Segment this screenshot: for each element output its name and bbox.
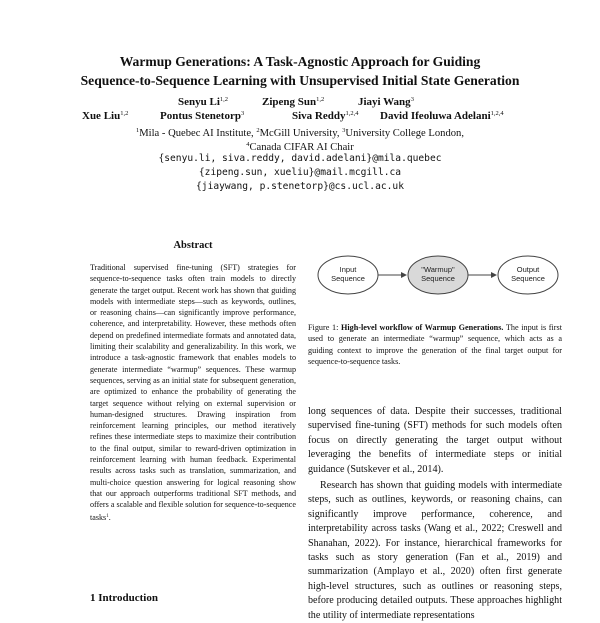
author: Xue Liu$^{1,2}$ <box>82 110 129 122</box>
input-node-label: Sequence <box>331 274 365 283</box>
affiliation-line-1: $^1$Mila - Quebec AI Institute, $^2$McGill University, $^3$University College London, <box>135 127 464 139</box>
author: Jiayi Wang$^3$ <box>358 96 414 108</box>
body-text-right-column <box>308 405 562 623</box>
author: Pontus Stenetorp$^3$ <box>160 110 245 122</box>
footnote-mark: 1 <box>106 513 109 519</box>
paper-title <box>40 52 560 90</box>
body-paragraph: Research has shown that guiding models with intermediate steps, such as outlines, keywords, or reasoning chains, can significantly improve performance, coherence, and interpretability across tasks (Wang et al., 2022; Creswell and Shanahan, 2022). For instance, hierarchical frameworks for tasks such as story generation (Fan et al., 2019) and summarization (Amplayo et al., 2020) often first generate high-level structures, such as outlines or reasoning steps, before producing detailed outputs. These approaches highlight the utility of intermediate representations <box>308 480 562 621</box>
affiliation-line-2: $^4$Canada CIFAR AI Chair <box>246 141 354 153</box>
workflow-figure <box>308 244 570 306</box>
body-paragraph: long sequences of data. Despite their successes, traditional supervised fine-tuning (SFT) methods for such models often focus on directly generating the target output without leveraging the benefits of intermediate steps or initial guidance (Sutskever et al., 2014). <box>308 406 562 475</box>
author: David Ifeoluwa Adelani$^{1,2,4}$ <box>380 110 504 122</box>
email-line: {senyu.li, siva.reddy, david.adelani}@mila.quebec <box>158 153 442 164</box>
title-line-2: Sequence-to-Sequence Learning with Unsupervised Initial State Generation <box>80 73 520 88</box>
output-node-label: Output <box>516 265 540 274</box>
warmup-node-label: "Warmup" <box>421 265 455 274</box>
output-node-label: Sequence <box>511 274 545 283</box>
title-line-1: Warmup Generations: A Task-Agnostic Approach for Guiding <box>119 54 481 69</box>
email-line: {zipeng.sun, xueliu}@mail.mcgill.ca <box>198 167 402 178</box>
abstract-text: Traditional supervised fine-tuning (SFT) strategies for sequence-to-sequence tasks often train models to directly generate the target output. Recent work has shown that guiding models with intermediate steps—such as keywords, outlines, or reasoning chains—can significantly improve performance, coherence, and interpretability. However, these methods often depend on predefined intermediate formats and annotated data, limiting their scalability and generalizability. In this work, we introduce a task-agnostic framework that enables models to generate intermediate “warmup” sequences. These warmup sequences, serving as an initial state for subsequent generation, are optimized to enhance the probability of generating the target sequence without relying on external supervision or human-designed structures. Drawing inspiration from reinforcement learning principles, our method iteratively refines these intermediate steps to maximize their contribution to the final output, similar to reward-driven optimization in reinforcement learning with human feedback. Experimental results across tasks such as translation, summarization, and multi-choice question answering for logical reasoning show that our approach outperforms traditional SFT methods, and offers a scalable and flexible solution for sequence-to-sequence tasks$^1$. <box>90 263 296 522</box>
warmup-node-label: Sequence <box>421 274 455 283</box>
author: Zipeng Sun$^{1,2}$ <box>262 96 325 108</box>
abstract-heading: Abstract <box>173 240 213 251</box>
input-node-label: Input <box>339 265 357 274</box>
section-heading: 1 Introduction <box>90 592 158 604</box>
author: Senyu Li$^{1,2}$ <box>178 96 229 108</box>
email-line: {jiaywang, p.stenetorp}@cs.ucl.ac.uk <box>196 181 404 192</box>
figure-caption: Figure 1: High-level workflow of Warmup Generations. The input is first used to generate an intermediate “warmup” sequence, which acts as a guiding context to improve the generation of the final target output for sequence-to-sequence tasks. <box>308 323 562 367</box>
author: Siva Reddy$^{1,2,4}$ <box>292 110 359 122</box>
